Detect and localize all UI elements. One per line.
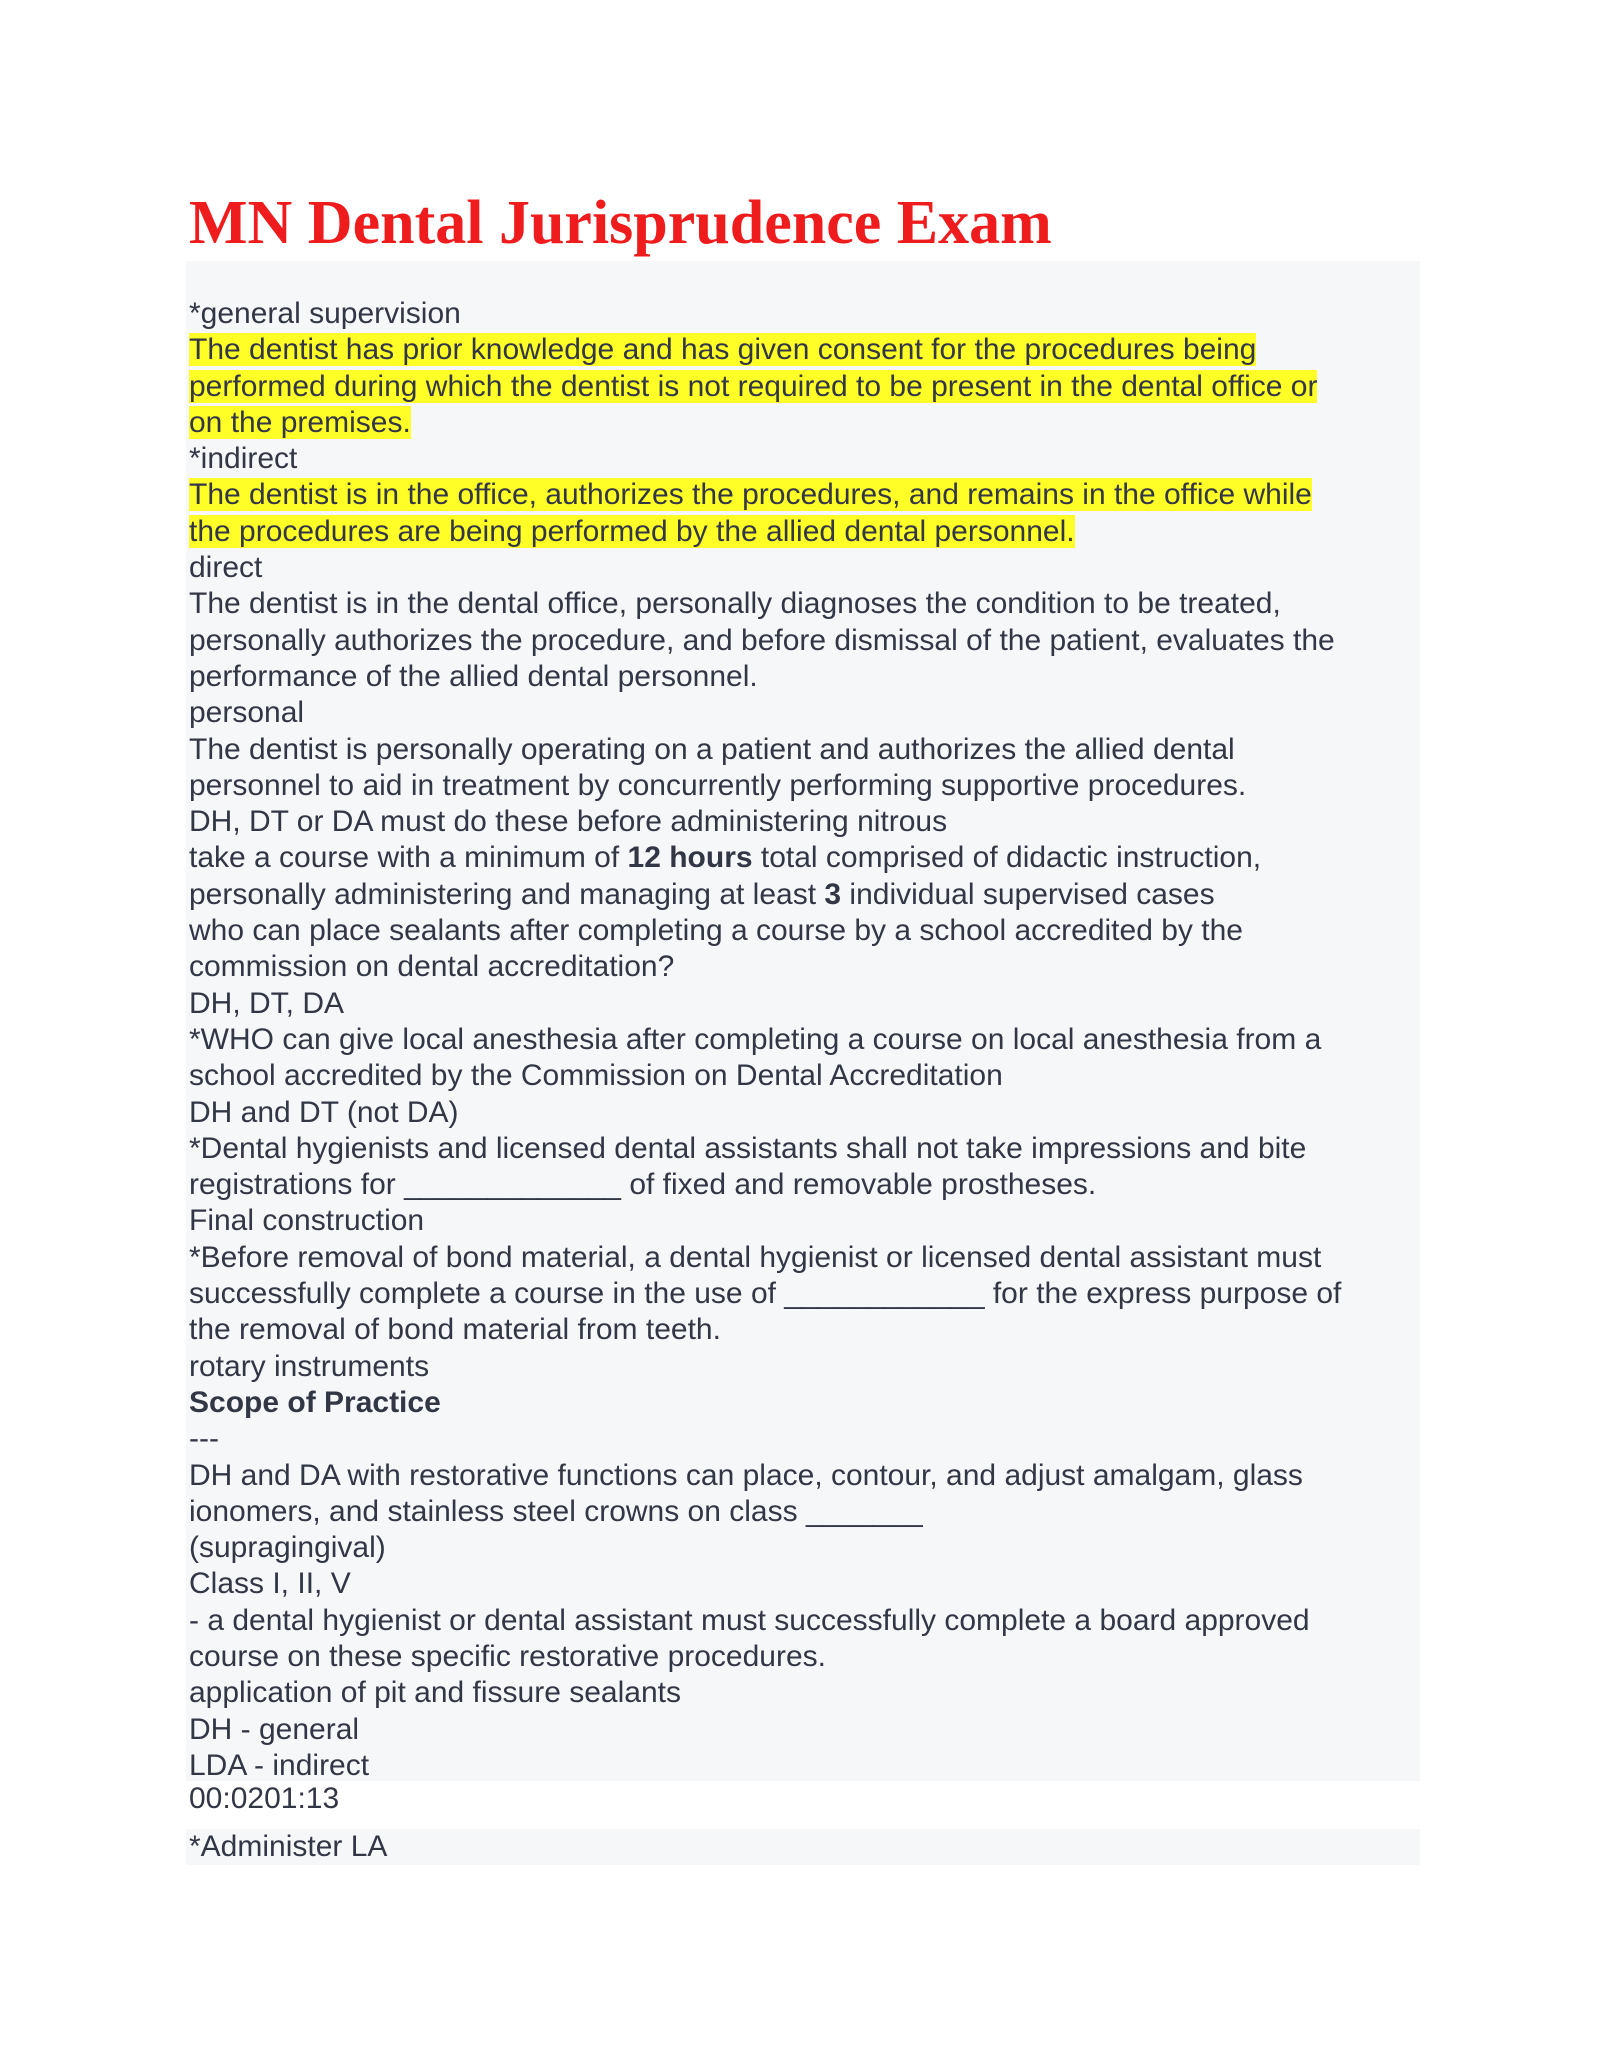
definition-indirect-line: The dentist is in the office, authorizes the procedures, and remains in the office while xyxy=(189,478,1312,512)
answer-nitrous-line: personally administering and managing at least 3 individual supervised cases xyxy=(189,877,1215,911)
question-impressions-line: registrations for _____________ of fixed and removable prostheses. xyxy=(189,1168,1097,1202)
answer-pit-fissure-dh: DH - general xyxy=(189,1712,360,1746)
question-restorative-line: (supragingival) xyxy=(189,1531,386,1565)
requirement-restorative-line: course on these specific restorative procedures. xyxy=(189,1639,826,1673)
term-personal: personal xyxy=(189,696,305,730)
question-bond-removal-line: successfully complete a course in the use of ____________ for the express purpose of xyxy=(189,1277,1342,1311)
question-local-anesthesia-line: *WHO can give local anesthesia after completing a course on local anesthesia from a xyxy=(189,1022,1322,1056)
question-impressions-line: *Dental hygienists and licensed dental assistants shall not take impressions and bite xyxy=(189,1131,1307,1165)
last-item-administer-la: *Administer LA xyxy=(189,1830,388,1863)
time-display: 00:0201:13 xyxy=(189,1782,340,1815)
term-indirect: *indirect xyxy=(189,442,298,476)
question-local-anesthesia-line: school accredited by the Commission on Dental Accreditation xyxy=(189,1059,1003,1093)
separator-line: --- xyxy=(189,1422,219,1456)
study-lines xyxy=(189,296,1419,1784)
answer-sealants: DH, DT, DA xyxy=(189,986,345,1020)
question-pit-fissure-sealants: application of pit and fissure sealants xyxy=(189,1676,681,1710)
question-sealants-line: who can place sealants after completing a course by a school accredited by the xyxy=(189,914,1243,948)
question-bond-removal-line: the removal of bond material from teeth. xyxy=(189,1313,721,1347)
question-bond-removal-line: *Before removal of bond material, a dental hygienist or licensed dental assistant must xyxy=(189,1240,1322,1274)
definition-direct-line: performance of the allied dental personnel. xyxy=(189,659,758,693)
answer-pit-fissure-lda: LDA - indirect xyxy=(189,1748,370,1782)
term-direct: direct xyxy=(189,551,263,585)
answer-impressions: Final construction xyxy=(189,1204,425,1238)
definition-general-supervision-line: performed during which the dentist is not required to be present in the dental office or xyxy=(189,369,1318,403)
requirement-restorative-line: - a dental hygienist or dental assistant must successfully complete a board approved xyxy=(189,1603,1310,1637)
answer-nitrous-line: take a course with a minimum of 12 hours total comprised of didactic instruction, xyxy=(189,841,1262,875)
page-title: MN Dental Jurisprudence Exam xyxy=(189,189,1052,257)
definition-personal-line: The dentist is personally operating on a patient and authorizes the allied dental xyxy=(189,732,1235,766)
definition-indirect-line: the procedures are being performed by the allied dental personnel. xyxy=(189,514,1075,548)
answer-bond-removal: rotary instruments xyxy=(189,1349,430,1383)
emphasized-value: 12 hours xyxy=(627,841,753,875)
answer-local-anesthesia: DH and DT (not DA) xyxy=(189,1095,459,1129)
definition-direct-line: personally authorizes the procedure, and before dismissal of the patient, evaluates the xyxy=(189,623,1335,657)
term-general-supervision: *general supervision xyxy=(189,297,461,330)
definition-general-supervision-line: The dentist has prior knowledge and has given consent for the procedures being xyxy=(189,333,1257,367)
question-restorative-line: DH and DA with restorative functions can place, contour, and adjust amalgam, glass xyxy=(189,1458,1303,1492)
section-heading-scope-of-practice: Scope of Practice xyxy=(189,1385,441,1419)
definition-direct-line: The dentist is in the dental office, personally diagnoses the condition to be treated, xyxy=(189,587,1281,621)
answer-restorative: Class I, II, V xyxy=(189,1567,351,1601)
question-sealants-line: commission on dental accreditation? xyxy=(189,950,675,984)
question-restorative-line: ionomers, and stainless steel crowns on class _______ xyxy=(189,1494,923,1528)
emphasized-value: 3 xyxy=(816,877,850,911)
definition-personal-line: personnel to aid in treatment by concurrently performing supportive procedures. xyxy=(189,768,1247,802)
definition-general-supervision-line: on the premises. xyxy=(189,405,411,439)
question-nitrous: DH, DT or DA must do these before administering nitrous xyxy=(189,805,948,839)
